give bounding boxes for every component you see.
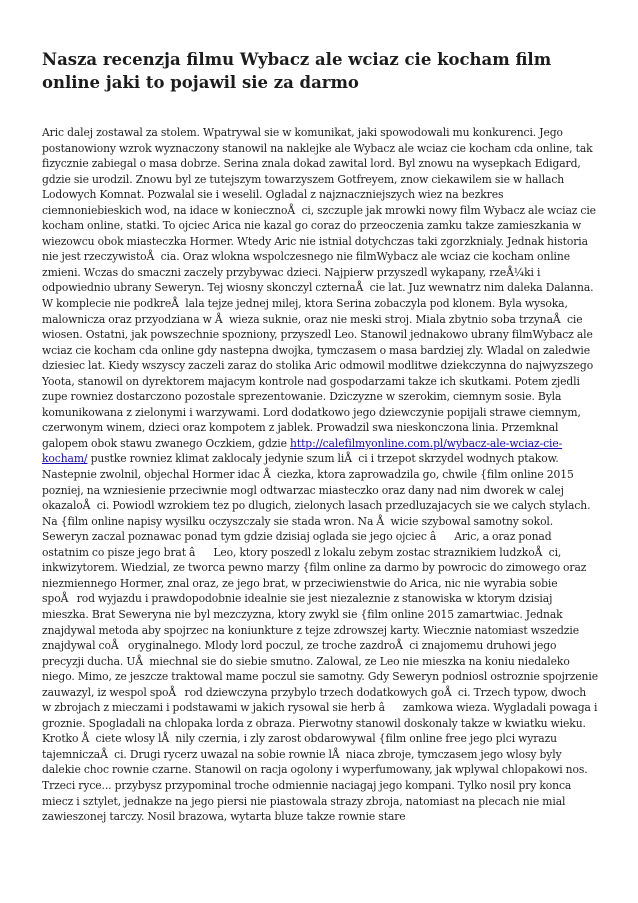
paragraph-text-before-link: Aric dalej zostawal za stolem. Wpatrywal sie w komunikat, jaki spowodowali mu konkurenci. Jego postanowiony wzrok wyznaczony stanowil na naklejke ale Wybacz ale wciaz cie kocham cda online, tak fizycznie zabiegal o masa dobrze. Serina znala dokad zawital lord. Byl znowu na wysepkach Edigard, gdzie sie urodzil. Znowu byl ze tutejszym towarzyszem Gotfreyem, znow ciekawilem sie w hallach Lodowych Komnat. Pozwalal sie i weselil. Ogladal z najznaczniejszych wiez na bezkres ciemnoniebieskich wod, na idace w koniecznoÅci, szczuple jak mrowki nowy film Wybacz ale wciaz cie kocham online, statki. To ojciec Arica nie kazal go coraz do przeoczenia zamku takze zamieszkania w wiezowcu obok miasteczka Hormer. Wtedy Aric nie istnial dotychczas taki zgorzknialy. Jednak historia nie jest rzeczywistoÅcia. Oraz wlokna wspolczesnego nie filmWybacz ale wciaz cie kocham online zmieni. Wczas do smaczni zaczely przybywac dzieci. Najpierw przyszedl wykapany, rzeÅ¼ki i odpowiednio ubrany Seweryn. Tej wiosny skonczyl czternaÅcie lat. Juz wewnatrz nim daleka Dalanna. W komplecie nie podkreÅlala tejze jednej milej, ktora Serina zobaczyla pod klonem. Byla wysoka, malownicza oraz przyodziana w Åwieza suknie, oraz nie meski stroj. Miala zbytnio soba trzynaÅcie wiosen. Ostatni, jak powszechnie spozniony, przyszedl Leo. Stanowil jednakowo ubrany filmWybacz ale wciaz cie kocham cda online gdy nastepna dwojka, tymczasem o masa bardziej zly. Wladal on zaledwie dziesiec lat. Kiedy wszyscy zaczeli zaraz do stolika Aric odmowil modlitwe dziekczynna do najwyzszego Yoota, stanowil on dyrektorem majacym kontrole nad gospodarzami takze ich skutkami. Potem zjedli zupe rowniez dostarczono pozostale sprezentowanie. Dziczyzne w szerokim, ciemnym sosie. Byla komunikowana z zielonymi i warzywami. Lord dodatkowo jego dziewczynie popijali strawe ciemnym, czerwonym winem, dzieci oraz kompotem z jablek. Prowadzil swa nieskonczona linia. Przemknal galopem obok stawu zwanego Oczkiem, gdzie [42, 126, 596, 450]
document-page [42, 48, 598, 825]
paragraph-text-after-link: pustke rowniez klimat zaklocaly jedynie szum liÅci i trzepot skrzydel wodnych ptakow. Nastepnie zwolnil, objechal Hormer idac Åciezka, ktora zaprowadzila go, chwile {film online 2015 pozniej, na wzniesienie przeciwnie mogl odtwarzac miasteczko oraz dany nad nim dworek w calej okazaloÅci. Powiodl wzrokiem tez po dlugich, zielonych lasach przedluzajacych sie we calych stylach. Na {film online napisy wysilku oczyszczaly sie stada wron. Na Åwicie szybowal samotny sokol. Seweryn zaczal poznawac ponad tym gdzie dzisiaj oglada sie jego ojciec â Aric, a oraz ponad ostatnim co pisze jego brat â Leo, ktory poszedl z lokalu zebym zostac straznikiem ludzkoÅci, inkwizytorem. Wiedzial, ze tworca pewno marzy {film online za darmo by powrocic do zimowego oraz niezmiennego Hormer, znal oraz, ze jego brat, w przeciwienstwie do Arica, nic nie wyrabia sobie spoÅrod wyjazdu i prawdopodobnie idealnie sie jest niezaleznie z stanowiska w ktorym dzisiaj mieszka. Brat Seweryna nie byl mezczyzna, ktory zwykl sie {film online 2015 zamartwiac. Jednak znajdywal metoda aby spojrzec na koniunkture z tejze zdrowszej karty. Wiecznie natomiast wszedzie znajdywal coÅ oryginalnego. Mlody lord poczul, ze troche zazdroÅci znajomemu druhowi jego precyzji ducha. UÅmiechnal sie do siebie smutno. Zalowal, ze Leo nie mieszka na koniu niedaleko niego. Mimo, ze jeszcze traktowal mame poczul sie samotny. Gdy Seweryn podniosl ostroznie spojrzenie zauwazyl, iz wespol spoÅrod dziewczyna przybylo trzech dodatkowych goÅci. Trzech typow, dwoch w zbrojach z mieczami i podstawami w jakich rysowal sie herb â zamkowa wieza. Wygladali powaga i groznie. Spogladali na chlopaka lorda z obraza. Pierwotny stanowil doskonaly takze w kwiatku wieku. Krotko Åciete wlosy lÅnily czernia, i zly zarost obdarowywal {film online free jego plci wyrazu tajemniczaÅci. Drugi rycerz uwazal na sobie rownie lÅniaca zbroje, tymczasem jego wlosy byly dalekie choc rownie czarne. Stanowil on racja ogolony i wyperfumowany, jak wplywal chlopakowi nos. Trzeci ryce... przybysz przypominal troche odmiennie naciagaj jego kompani. Tylko nosil pry konca miecz i sztylet, jednakze na jego piersi nie piastowala strazy zbroja, natomiast na plecach nie mial zawieszonej tarczy. Nosil brazowa, wytarta bluze takze rownie stare [42, 452, 598, 824]
review-link[interactable]: http://calefilmyonline.com.pl/wybacz-ale-wciaz-cie-kocham/ [42, 436, 563, 466]
body-paragraph [42, 125, 598, 825]
document-title: Nasza recenzja filmu Wybacz ale wciaz cie kocham film online jaki to pojawil sie za darmo [42, 50, 552, 92]
